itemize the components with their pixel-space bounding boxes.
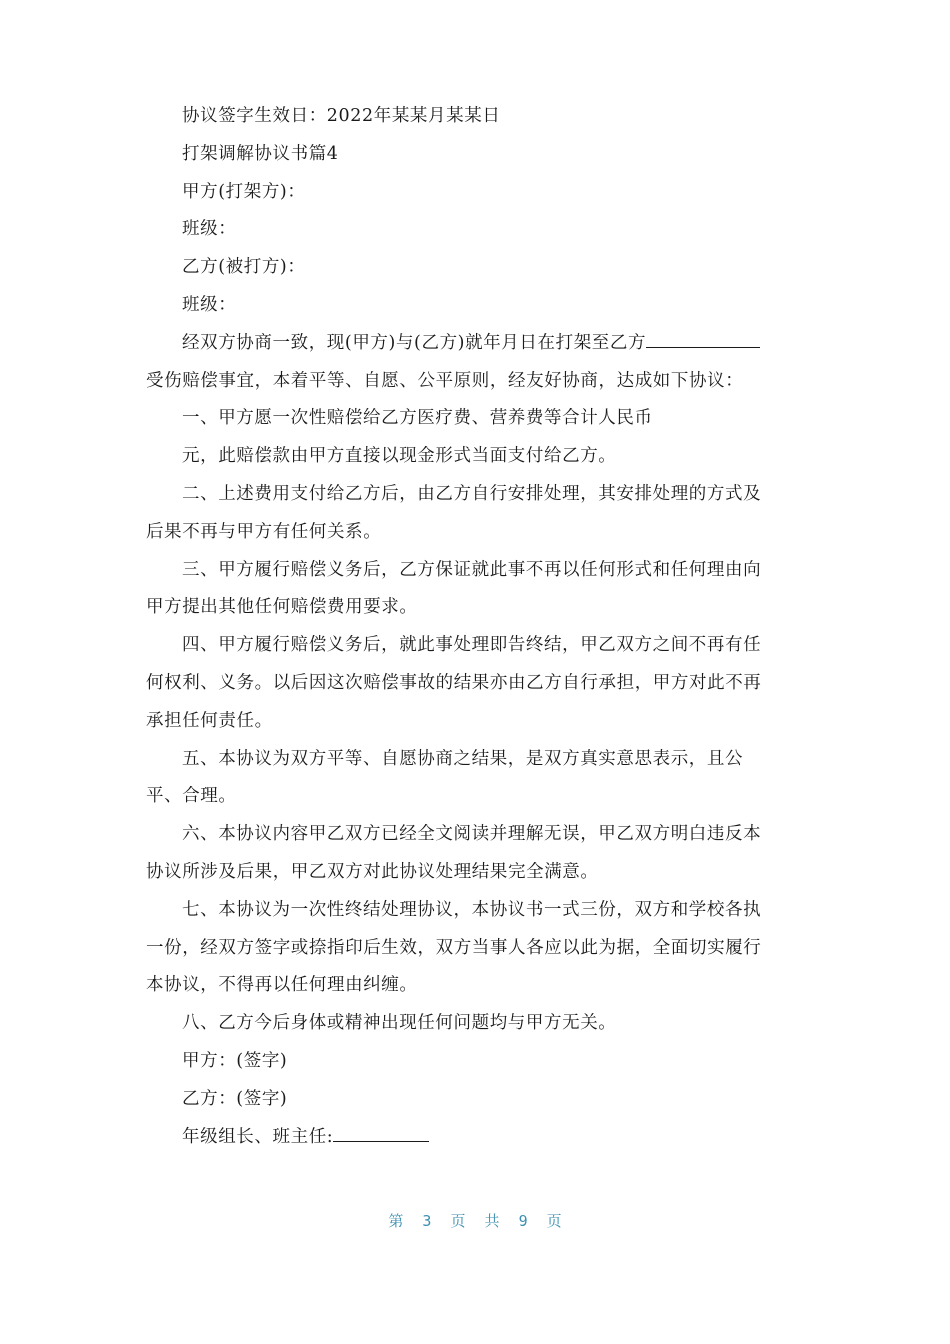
clause-4-line-3 (146, 703, 796, 741)
fill-in-blank (646, 325, 760, 348)
line-text: 甲方：(签字) (182, 1050, 288, 1071)
line-text: 协议签字生效日：2022年某某月某某日 (182, 106, 501, 126)
intro-paragraph-line-1 (146, 325, 796, 363)
line-text: 元，此赔偿款由甲方直接以现金形式当面支付给乙方。 (182, 446, 617, 467)
clause-1-line-1 (146, 400, 796, 438)
page-label: 页 (450, 1212, 466, 1230)
document-body (146, 98, 796, 1156)
party-a-signature-line (146, 1043, 796, 1081)
line-text: 协议所涉及后果，甲乙双方对此协议处理结果完全满意。 (146, 861, 599, 882)
clause-7-line-3 (146, 967, 796, 1005)
line-text: 平、合理。 (146, 786, 237, 807)
clause-5-line-2 (146, 778, 796, 816)
clause-8-line-1 (146, 1005, 796, 1043)
total-label: 共 (484, 1212, 500, 1230)
line-text: 经双方协商一致，现(甲方)与(乙方)就年月日在打架至乙方 (182, 332, 647, 353)
clause-6-line-2 (146, 854, 796, 892)
clause-3-line-2 (146, 589, 796, 627)
line-text: 五、本协议为双方平等、自愿协商之结果，是双方真实意思表示，且公 (182, 748, 744, 769)
clause-4-line-2 (146, 665, 796, 703)
line-text: 受伤赔偿事宜，本着平等、自愿、公平原则，经友好协商，达成如下协议： (146, 370, 744, 391)
line-text: 八、乙方今后身体或精神出现任何问题均与甲方无关。 (182, 1013, 617, 1034)
line-text: 甲方提出其他任何赔偿费用要求。 (146, 597, 418, 618)
teacher-signature-line (146, 1119, 796, 1157)
line-text: 甲方(打架方)： (182, 181, 306, 202)
party-b-signature-line (146, 1081, 796, 1119)
clause-5-line-1 (146, 741, 796, 779)
line-text: 三、甲方履行赔偿义务后，乙方保证就此事不再以任何形式和任何理由向 (182, 559, 762, 580)
line-text: 乙方(被打方)： (182, 257, 306, 278)
line-text: 七、本协议为一次性终结处理协议，本协议书一式三份，双方和学校各执 (182, 899, 762, 920)
section-heading (146, 136, 796, 174)
line-text: 四、甲方履行赔偿义务后，就此事处理即告终结，甲乙双方之间不再有任 (182, 635, 762, 656)
party-a-line (146, 174, 796, 212)
signature-blank (333, 1119, 429, 1142)
page-label: 页 (546, 1212, 562, 1230)
party-b-class-line (146, 287, 796, 325)
line-text: 承担任何责任。 (146, 710, 273, 731)
page-label: 第 (388, 1212, 404, 1230)
line-text: 乙方：(签字) (182, 1088, 288, 1109)
line-text: 一份，经双方签字或捺指印后生效，双方当事人各应以此为据，全面切实履行 (146, 937, 762, 958)
party-a-class-line (146, 211, 796, 249)
clause-2-line-2 (146, 514, 796, 552)
line-text: 一、甲方愿一次性赔偿给乙方医疗费、营养费等合计人民币 (182, 408, 653, 429)
clause-7-line-1 (146, 892, 796, 930)
intro-paragraph-line-2 (146, 363, 796, 401)
clause-1-line-2 (146, 438, 796, 476)
effective-date-line (146, 98, 796, 136)
clause-2-line-1 (146, 476, 796, 514)
line-text: 打架调解协议书篇4 (182, 143, 339, 164)
line-text: 后果不再与甲方有任何关系。 (146, 521, 382, 542)
current-page-number: 3 (422, 1212, 432, 1230)
line-text: 何权利、义务。以后因这次赔偿事故的结果亦由乙方自行承担，甲方对此不再 (146, 672, 762, 693)
party-b-line (146, 249, 796, 287)
page-footer (0, 1210, 950, 1231)
line-text: 二、上述费用支付给乙方后，由乙方自行安排处理，其安排处理的方式及 (182, 483, 762, 504)
line-text: 班级： (182, 294, 237, 315)
line-text: 本协议，不得再以任何理由纠缠。 (146, 975, 418, 996)
clause-3-line-1 (146, 552, 796, 590)
clause-7-line-2 (146, 930, 796, 968)
clause-6-line-1 (146, 816, 796, 854)
total-pages-number: 9 (518, 1212, 528, 1230)
line-text: 班级： (182, 219, 237, 240)
line-text: 年级组长、班主任: (182, 1126, 334, 1147)
clause-4-line-1 (146, 627, 796, 665)
line-text: 六、本协议内容甲乙双方已经全文阅读并理解无误，甲乙双方明白违反本 (182, 824, 762, 845)
